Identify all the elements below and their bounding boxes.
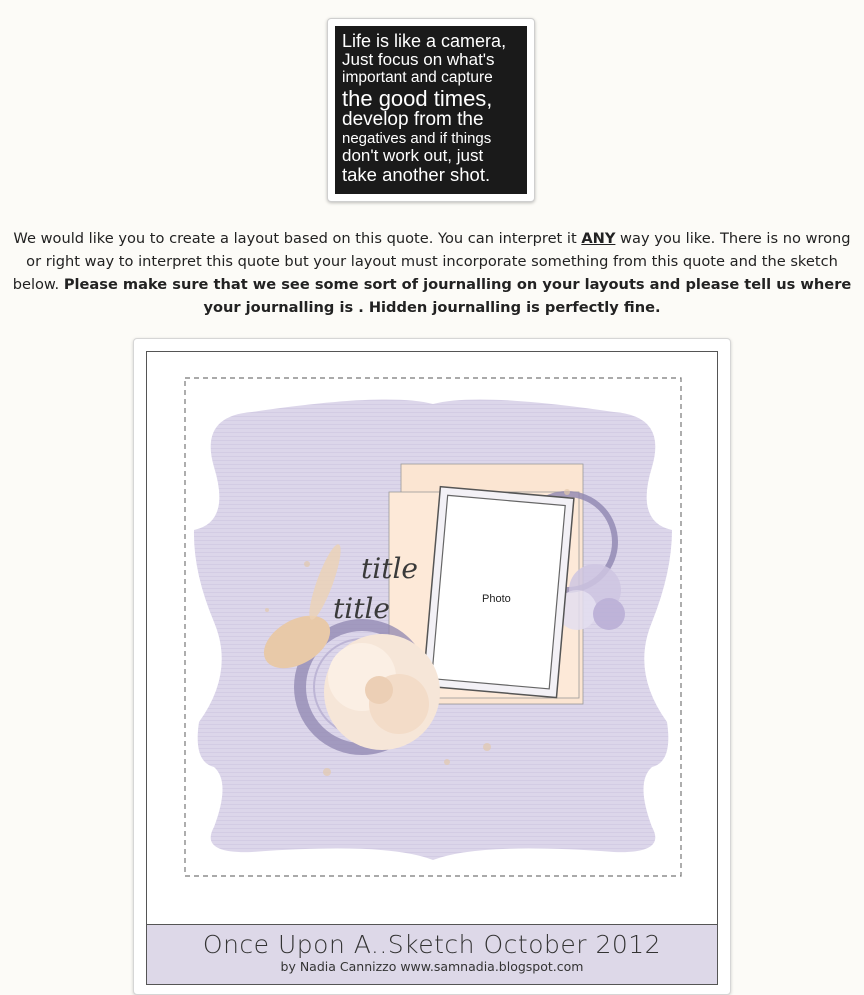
sketch-footer-title: Once Upon A..Sketch October 2012: [202, 930, 662, 959]
quote-line: don't work out, just: [342, 145, 484, 165]
quote-line: develop from the: [342, 109, 484, 131]
quote-line: important and capture: [342, 68, 493, 86]
quote-image-frame: [327, 18, 535, 202]
sketch-artwork: [147, 352, 718, 985]
quote-line: negatives and if things: [342, 129, 492, 147]
quote-line: Life is like a camera,: [342, 31, 507, 51]
quote-line: the good times,: [342, 85, 493, 111]
intro-text: way you like. There is no wrong or right way to interpret this quote but your layout must incorporate something from this quote and the sketch below.: [12, 230, 851, 293]
sketch-footer: [147, 924, 717, 984]
intro-emphasis: ANY: [581, 230, 616, 247]
photo-label: Photo: [482, 593, 511, 605]
cream-flower: [324, 634, 440, 750]
sketch-image-frame: [133, 338, 731, 995]
sketch-title-2: title: [333, 592, 390, 625]
journalling-instructions: Please make sure that we see some sort of journalling on your layouts and please tell us where your journalling is . Hidden journalling is perfectly fine.: [63, 276, 852, 316]
challenge-description: [10, 227, 854, 319]
quote-image: [335, 26, 527, 194]
quote-line: Just focus on what's: [342, 50, 495, 70]
sketch-footer-byline: by Nadia Cannizzo www.samnadia.blogspot.com: [280, 959, 584, 974]
sketch-title-1: title: [361, 552, 418, 585]
intro-text: We would like you to create a layout based on this quote. You can interpret it: [13, 230, 582, 247]
quote-line: take another shot.: [342, 164, 491, 186]
sketch-image: [146, 351, 718, 985]
